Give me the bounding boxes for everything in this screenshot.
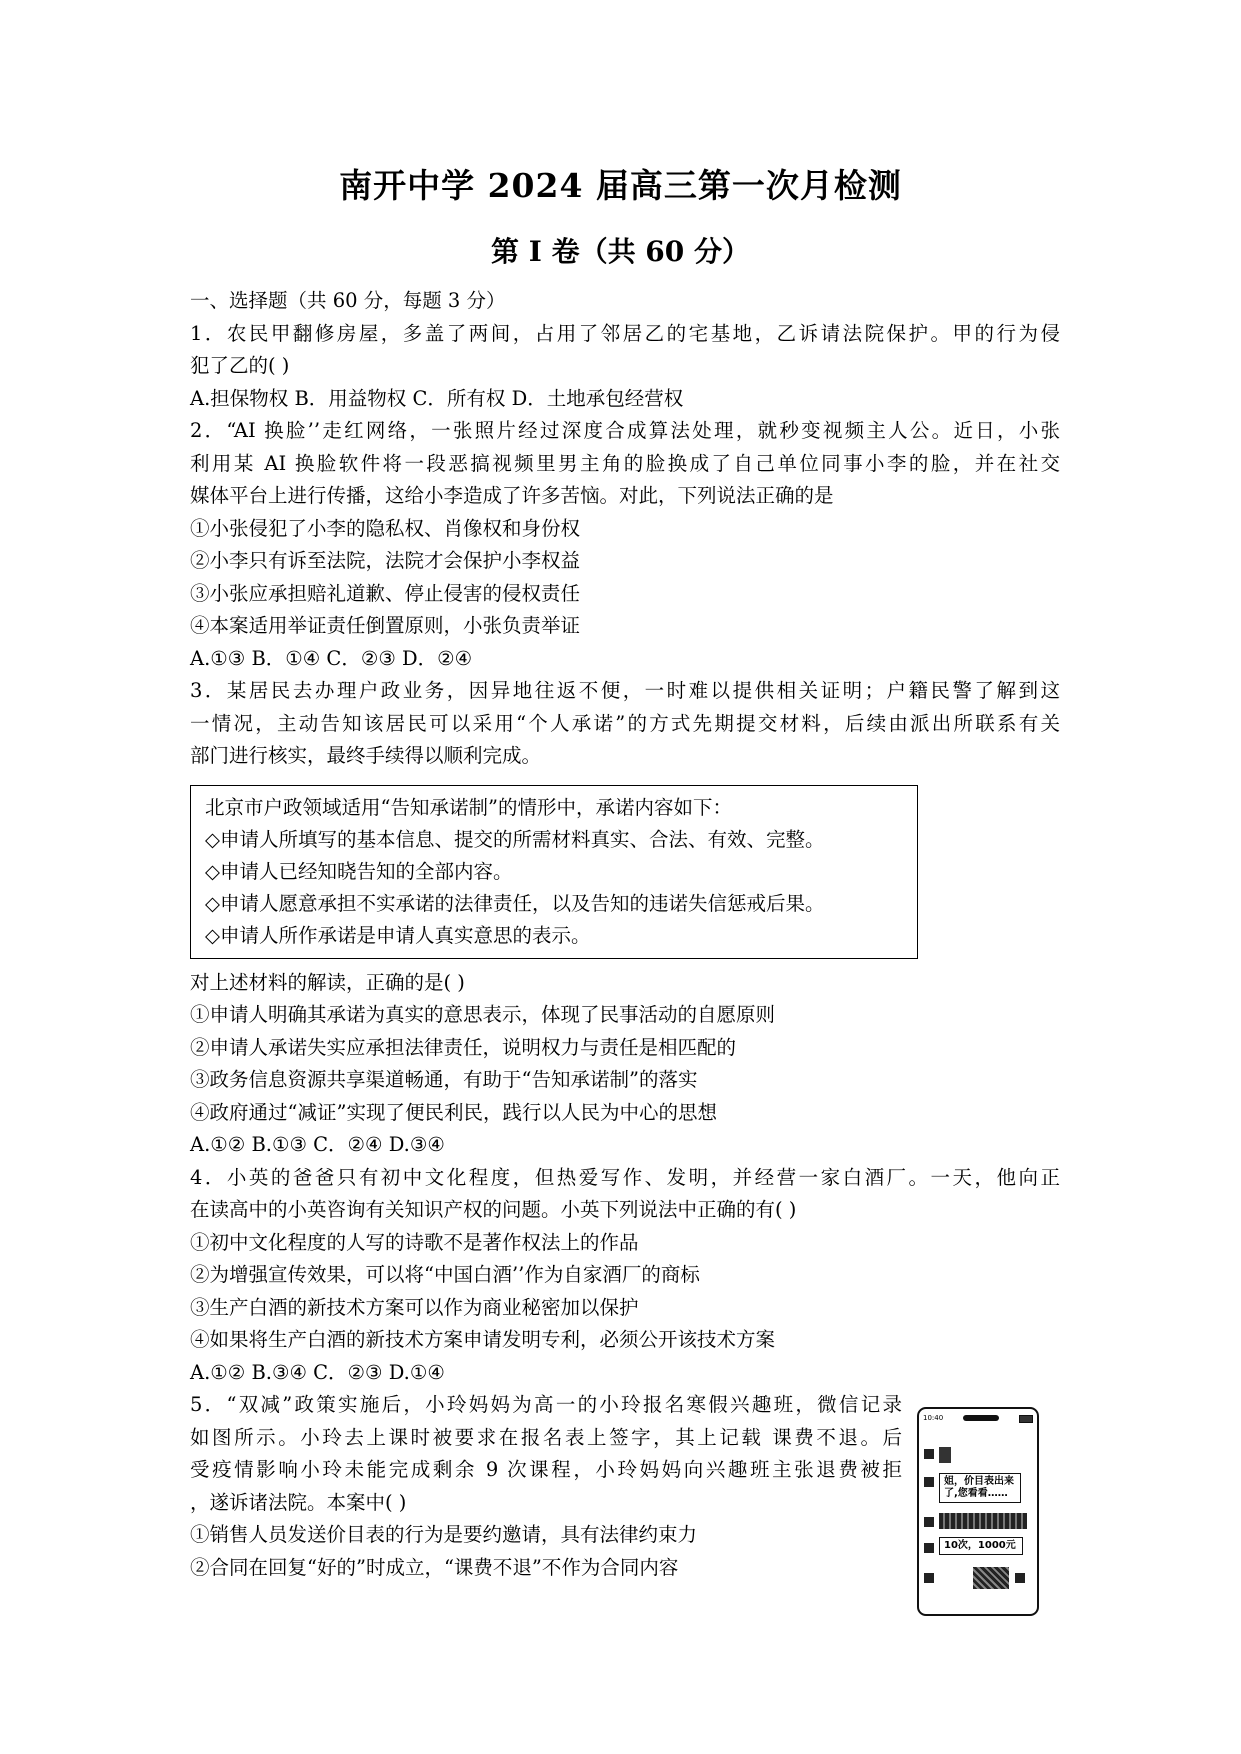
status-time: 10:40 bbox=[923, 1414, 944, 1422]
question-stem: 如图所示。小玲去上课时被要求在报名表上签字，其上记载 课费不退。后 bbox=[190, 1425, 902, 1449]
avatar-icon bbox=[924, 1573, 934, 1583]
chat-bubble-pricelist: 姐，价目表出来了,您看看…… bbox=[939, 1473, 1021, 1503]
question-2 bbox=[190, 415, 1060, 675]
question-stem: 在读高中的小英咨询有关知识产权的问题。小英下列说法中正确的有( ) bbox=[190, 1198, 797, 1221]
question-stem: 4．小英的爸爸只有初中文化程度，但热爱写作、发明，并经营一家白酒厂。一天，他向正 bbox=[190, 1165, 1060, 1189]
question-stem: 媒体平台上进行传播，这给小李造成了许多苦恼。对此，下列说法正确的是 bbox=[190, 484, 834, 507]
battery-icon bbox=[1019, 1415, 1033, 1423]
answer-options: A.①② B.③④ C．②③ D.①④ bbox=[190, 1360, 445, 1384]
material-line: 北京市户政领域适用“告知承诺制”的情形中，承诺内容如下： bbox=[205, 795, 732, 819]
wechat-phone-figure bbox=[917, 1407, 1039, 1616]
material-box bbox=[190, 785, 918, 959]
material-line: ◇申请人已经知晓告知的全部内容。 bbox=[205, 859, 513, 883]
question-stem: ，遂诉诸法院。本案中( ) bbox=[190, 1490, 407, 1514]
statement-item: ①申请人明确其承诺为真实的意思表示，体现了民事活动的自愿原则 bbox=[190, 1003, 776, 1026]
exam-title: 南开中学 2024 届高三第一次月检测 bbox=[339, 166, 902, 205]
question-stem: 利用某 AI 换脸软件将一段恶搞视频里男主角的脸换成了自己单位同事小李的脸，并在社交 bbox=[190, 451, 1060, 475]
question-stem: 犯了乙的( ) bbox=[190, 354, 290, 377]
question-stem: 1．农民甲翻修房屋，多盖了两间，占用了邻居乙的宅基地，乙诉请法院保护。甲的行为侵 bbox=[190, 321, 1060, 345]
statement-item: ②为增强宣传效果，可以将“中国白酒’’作为自家酒厂的商标 bbox=[190, 1263, 700, 1286]
statement-item: ②合同在回复“好的”时成立，“课费不退”不作为合同内容 bbox=[190, 1555, 679, 1579]
statement-item: ①小张侵犯了小李的隐私权、肖像权和身份权 bbox=[190, 516, 581, 540]
material-line: ◇申请人愿意承担不实承诺的法律责任，以及告知的违诺失信惩戒后果。 bbox=[205, 891, 825, 915]
image-message-icon bbox=[973, 1567, 1009, 1589]
answer-options: A.担保物权 B．用益物权 C．所有权 D．土地承包经营权 bbox=[190, 386, 684, 410]
question-stem: 3．某居民去办理户政业务，因异地往返不便，一时难以提供相关证明；户籍民警了解到这 bbox=[190, 679, 1060, 702]
statement-item: ④本案适用举证责任倒置原则，小张负责举证 bbox=[190, 614, 581, 637]
answer-options: A.①③ B．①④ C．②③ D．②④ bbox=[190, 646, 473, 670]
exam-content bbox=[190, 285, 1060, 1584]
statement-item: ④如果将生产白酒的新技术方案申请发明专利，必须公开该技术方案 bbox=[190, 1328, 776, 1351]
statement-item: ③小张应承担赔礼道歉、停止侵害的侵权责任 bbox=[190, 581, 581, 605]
avatar-icon bbox=[924, 1517, 934, 1527]
question-stem: 一情况，主动告知该居民可以采用“个人承诺”的方式先期提交材料，后续由派出所联系有关 bbox=[190, 711, 1060, 735]
question-stem: 2．“AI 换脸’’走红网络，一张照片经过深度合成算法处理，就秒变视频主人公。近日，小张 bbox=[190, 419, 1060, 442]
question-prompt: 对上述材料的解读，正确的是( ) bbox=[190, 970, 465, 994]
paper-subtitle: 第 I 卷（共 60 分） bbox=[490, 235, 751, 268]
question-1 bbox=[190, 318, 1060, 416]
image-message-icon bbox=[939, 1447, 951, 1463]
phone-status-bar bbox=[923, 1414, 1033, 1423]
material-line: ◇申请人所作承诺是申请人真实意思的表示。 bbox=[205, 923, 591, 947]
question-stem: 受疫情影响小玲未能完成剩余 9 次课程，小玲妈妈向兴趣班主张退费被拒 bbox=[190, 1458, 902, 1481]
avatar-icon bbox=[924, 1449, 934, 1459]
statement-item: ①销售人员发送价目表的行为是要约邀请，具有法律约束力 bbox=[190, 1523, 698, 1546]
statement-item: ②小李只有诉至法院，法院才会保护小李权益 bbox=[190, 549, 581, 572]
statement-item: ④政府通过“减证”实现了便民利民，践行以人民为中心的思想 bbox=[190, 1100, 717, 1124]
avatar-icon bbox=[924, 1543, 934, 1553]
image-message-icon bbox=[939, 1513, 1027, 1529]
statement-item: ③生产白酒的新技术方案可以作为商业秘密加以保护 bbox=[190, 1295, 639, 1319]
statement-item: ①初中文化程度的人写的诗歌不是著作权法上的作品 bbox=[190, 1230, 639, 1254]
section-heading: 一、选择题（共 60 分，每题 3 分） bbox=[190, 289, 506, 312]
question-stem: 部门进行核实，最终手续得以顺利完成。 bbox=[190, 744, 542, 767]
phone-notch bbox=[963, 1415, 999, 1421]
material-line: ◇申请人所填写的基本信息、提交的所需材料真实、合法、有效、完整。 bbox=[205, 827, 825, 851]
statement-item: ②申请人承诺失实应承担法律责任，说明权力与责任是相匹配的 bbox=[190, 1035, 737, 1059]
chat-bubble-price: 10次，1000元 bbox=[939, 1537, 1023, 1555]
statement-item: ③政务信息资源共享渠道畅通，有助于“告知承诺制”的落实 bbox=[190, 1068, 698, 1091]
avatar-icon bbox=[1015, 1573, 1025, 1583]
question-5 bbox=[190, 1389, 1060, 1584]
question-3 bbox=[190, 675, 1060, 1162]
avatar-icon bbox=[924, 1477, 934, 1487]
question-stem: 5．“双减”政策实施后，小玲妈妈为高一的小玲报名寒假兴趣班，微信记录 bbox=[190, 1393, 902, 1416]
answer-options: A.①② B.①③ C．②④ D.③④ bbox=[190, 1133, 445, 1156]
question-4 bbox=[190, 1162, 1060, 1390]
